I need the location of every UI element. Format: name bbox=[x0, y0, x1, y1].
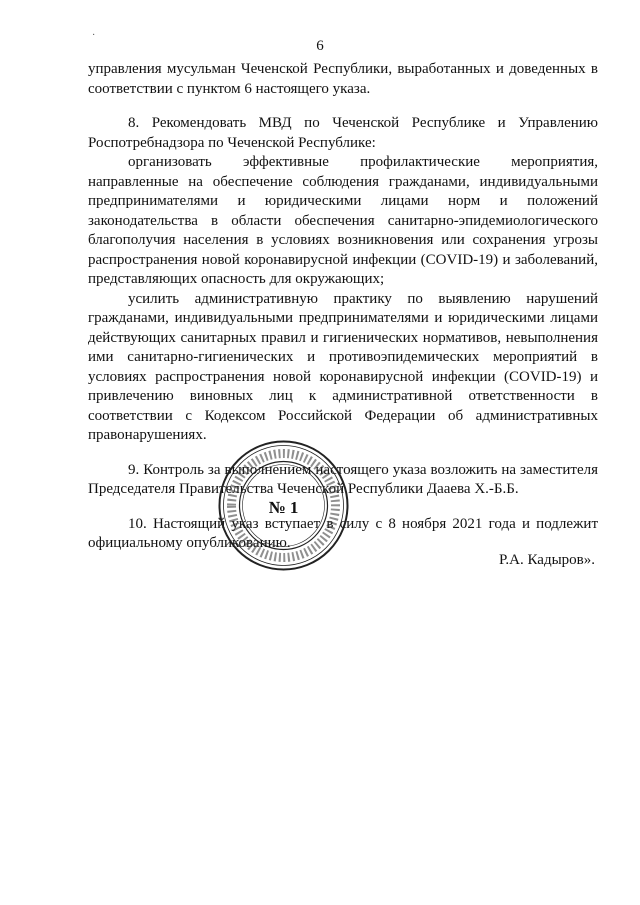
paragraph-8-item-1: организовать эффективные профилактические мероприятия, направленные на обеспечение соблюдения гражданами, индивидуальными предпринимателями и юридическими лицами норм и положений законодательства в области обеспечения санитарно-эпидемиологического благополучия населения в условиях возникновения или сохранения угрозы распространения новой коронавирусной инфекции (COVID-19) и заболеваний, представляющих опасность для окружающих; bbox=[88, 154, 598, 287]
seal-number: № 1 bbox=[268, 498, 299, 517]
scan-mark: · bbox=[92, 30, 96, 41]
paragraph-8-item-2: усилить административную практику по выявлению нарушений гражданами, индивидуальными предпринимателями и юридическими лицами действующих санитарных правил и гигиенических нормативов, невыполнения ими санитарно-гигиенических и противоэпидемических мероприятий в условиях распространения новой коронавирусной инфекции (COVID-19) и привлечению виновных лиц к административной ответственности в соответствии с Кодексом Российской Федерации об административных правонарушениях. bbox=[88, 290, 598, 443]
paragraph-8-heading: 8. Рекомендовать МВД по Чеченской Республике и Управлению Роспотребнадзора по Чеченской Республике: bbox=[88, 115, 598, 151]
paragraph-9: 9. Контроль за выполнением настоящего указа возложить на заместителя Председателя Правительства Чеченской Республики Дааева Х.-Б.Б. bbox=[88, 461, 598, 497]
paragraph-continuation: управления мусульман Чеченской Республики, выработанных и доведенных в соответствии с пунктом 6 настоящего указа. bbox=[88, 61, 598, 97]
signature-name: Р.А. Кадыров». bbox=[498, 552, 595, 568]
paragraph-10: 10. Настоящий указ вступает в силу с 8 ноября 2021 года и подлежит официальному опубликованию. bbox=[88, 515, 598, 551]
page-number: 6 bbox=[316, 38, 324, 54]
official-seal-stamp bbox=[216, 438, 351, 573]
